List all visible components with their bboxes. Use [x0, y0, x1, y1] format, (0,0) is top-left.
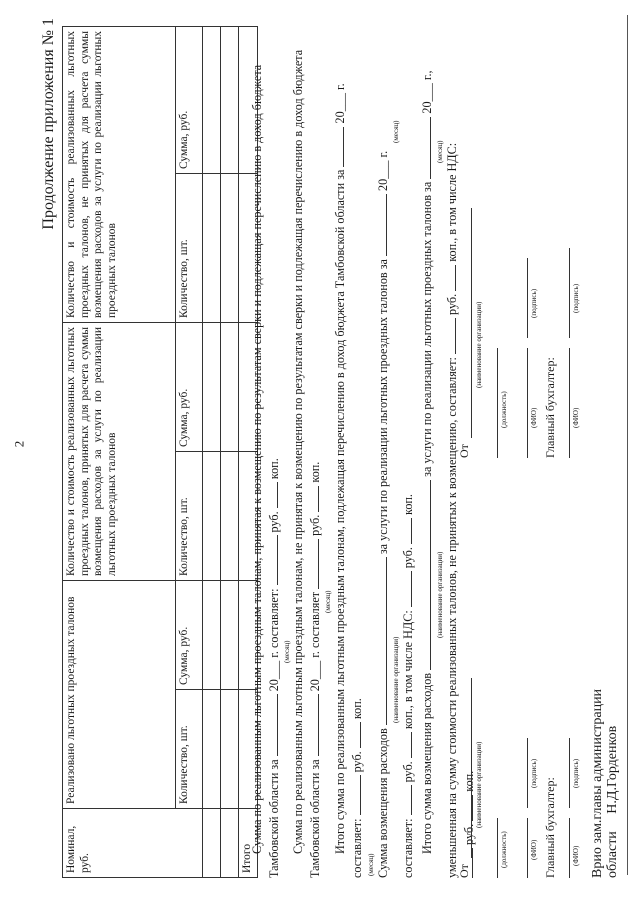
month-caption: (месяц)	[436, 140, 445, 163]
signatory-region: области	[605, 831, 621, 878]
month-caption: (месяц)	[283, 640, 292, 663]
table-row	[221, 27, 239, 878]
org-caption: (наименование организации)	[436, 551, 445, 638]
paragraph-reimbursement: Сумма возмещения расходов за услуги по реализации льготных проездных талонов за 20___ г.	[375, 150, 390, 878]
paragraph-not-accepted-sum: Сумма по реализованным льготным проездным талонам, не принятая к возмещению по результатам сверки и подлежащая перечислению в доход бюджета Тамбовской области за 20___ г. составляет руб. коп.	[291, 49, 322, 878]
month-blank	[375, 194, 387, 256]
month-caption: (месяц)	[366, 853, 375, 876]
rub-blank	[349, 775, 361, 815]
org-caption: (наименование организации)	[392, 636, 401, 723]
kop-blank	[266, 482, 278, 508]
subheader-sum: Сумма, руб.	[176, 27, 203, 174]
header-not-reimbursed: Количество и стоимость реализованных льготных проездных талонов, не принятых для расчета суммы возмещения расходов за услуги по реализации льготных проездных талонов	[63, 27, 176, 323]
month-blank	[307, 694, 319, 756]
signature-block-right: От (наименование организации) (должность) (ФИО) (подпись) Главный бухгалтер: (ФИО) (подпись)	[445, 58, 585, 458]
report-table	[62, 26, 258, 878]
kop-blank	[349, 722, 361, 748]
page-number: 2	[11, 440, 27, 448]
subheader-sum: Сумма, руб.	[176, 323, 203, 452]
month-blank	[332, 127, 344, 167]
signatory-footer	[590, 689, 621, 878]
signature-block-left: От (наименование организации) (должность) (ФИО) (подпись) Главный бухгалтер: (ФИО) (подпись)	[445, 478, 585, 878]
subheader-qty: Количество, шт.	[176, 690, 203, 809]
signatory-title: Врио зам.главы администрации	[590, 688, 605, 878]
org-blank	[419, 480, 431, 670]
month-blank	[266, 694, 278, 756]
total-label: Итого	[239, 809, 258, 878]
chief-accountant-label: Главный бухгалтер:	[543, 357, 557, 458]
paragraph-accepted-sum: Сумма по реализованным льготным проездным талонам, принятая к возмещению по результатам сверки и подлежащая перечислению в доход бюджета Тамбовской области за 20___ г. составляет: руб. коп.	[250, 64, 281, 878]
rub-blank	[307, 539, 319, 589]
rub-blank	[266, 535, 278, 585]
signature-section	[445, 28, 585, 878]
org-blank	[375, 557, 387, 725]
from-label: От	[457, 444, 471, 458]
month-blank	[419, 117, 431, 179]
header-nominal: Номинал, руб.	[63, 809, 203, 878]
month-caption: (месяц)	[392, 120, 401, 143]
paragraph-total-sum: Итого сумма по реализованным льготным проездным талонам, подлежащая перечислению в доход бюджета Тамбовской области за 20___ г. составляет: руб. коп.	[333, 83, 365, 878]
header-reimbursed: Количество и стоимость реализованных льготных проездных талонов, принятых для расчета суммы возмещения расходов за услуги по реализации льготных проездных талонов	[63, 323, 176, 581]
header-realized: Реализовано льготных проездных талонов	[63, 581, 176, 809]
table-row	[203, 27, 221, 878]
subheader-sum: Сумма, руб.	[176, 581, 203, 690]
signatory-name: Н.Д.Горденков	[605, 725, 621, 814]
scan-edge-line	[627, 15, 628, 875]
subheader-qty: Количество, шт.	[176, 174, 203, 323]
paragraph-reduced-amount: уменьшенная на сумму стоимости реализованных талонов, не принятых к возмещению, составляет: руб. коп., в том числе НДС: руб. коп.	[445, 142, 477, 878]
kop-blank	[307, 486, 319, 512]
appendix-heading: Продолжение приложения № 1	[40, 18, 57, 230]
month-caption: (месяц)	[324, 590, 333, 613]
from-label: От	[457, 864, 471, 878]
chief-accountant-label: Главный бухгалтер:	[543, 777, 557, 878]
paragraph-reimbursement-amount: составляет: руб. коп., в том числе НДС: руб. коп.	[401, 494, 416, 878]
paragraph-total-reimbursement: Итого сумма возмещения расходов за услуги по реализации льготных проездных талонов за 20___ г.,	[419, 70, 434, 854]
subheader-qty: Количество, шт.	[176, 452, 203, 581]
